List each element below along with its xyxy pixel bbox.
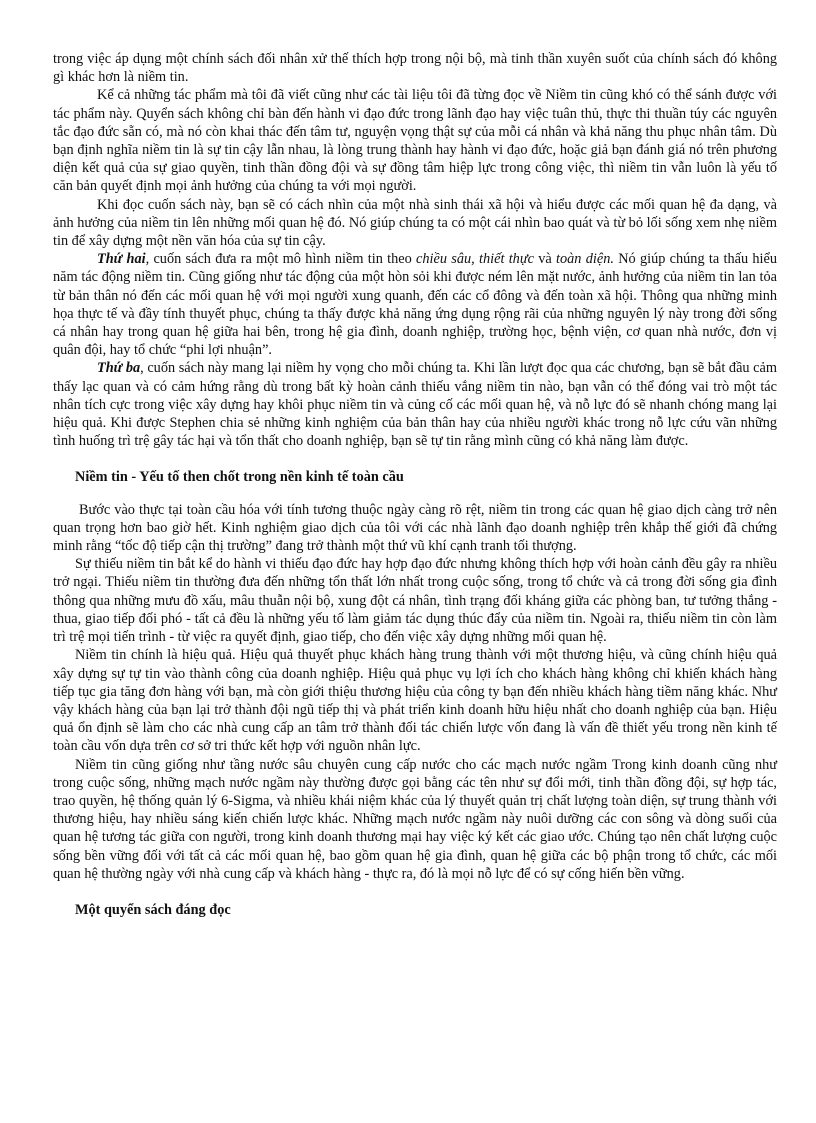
paragraph-trust-is-results: Niềm tin chính là hiệu quả. Hiệu quả thuyết phục khách hàng trung thành với một thương hiệu, và cũng chính hiệu quả xây dựng sự tự tin vào thành công của doanh nghiệp. Hiệu quả phục vụ lợi ích cho khách hàng không chỉ khiến khách hàng tiếp tục gia tăng đơn hàng với bạn, mà còn giới thiệu thương hiệu của công ty bạn đến nhiều khách hàng tiềm năng khác. Như vậy khách hàng của bạn lại trở thành đội ngũ tiếp thị và phát triển kinh doanh hữu hiệu nhất cho doanh nghiệp của bạn. Hiệu quả ổn định sẽ làm cho các nhà cung cấp an tâm trở thành đối tác chiến lược vốn đang là vấn đề thiết yếu trong nền kinh tế toàn cầu vốn dựa trên cơ sở tri thức kết hợp với nguồn nhân lực. [53, 647, 777, 755]
third-lead: Thứ ba [97, 360, 141, 377]
second-lead: Thứ hai [97, 251, 146, 268]
paragraph-aquifer: Niềm tin cũng giống như tầng nước sâu chuyên cung cấp nước cho các mạch nước ngầm Trong kinh doanh cũng như trong cuộc sống, những mạch nước ngầm này thường được gọi bằng các tên như sự đổi mới, tinh thần đồng đội, sự hợp tác, trao quyền, hệ thống quản lý 6-Sigma, và nhiều khái niệm khác của lý thuyết quản trị chất lượng toàn diện, sự trung thành với thương hiệu, hay nhiều sáng kiến chiến lược khác. Những mạch nước ngầm này nuôi dưỡng các con sông và dòng suối của quan hệ tương tác giữa con người, trong kinh doanh thương mại hay việc ký kết các giao ước. Chúng tạo nên chất lượng cuộc sống bền vững đối với tất cả các mối quan hệ, bao gồm quan hệ gia đình, quan hệ giữa các bộ phận trong tổ chức, các mối quan hệ thường ngày với nhà cung cấp và khách hàng - thực ra, đó là mọi nỗ lực để có sự cống hiến bền vững. [53, 756, 777, 882]
section-heading-global-economy: Niềm tin - Yếu tố then chốt trong nền kinh tế toàn cầu [75, 469, 404, 486]
paragraph-comparison: Kể cả những tác phẩm mà tôi đã viết cũng như các tài liệu tôi đã từng đọc về Niềm tin cũng khó có thể sánh được với tác phẩm này. Quyển sách không chỉ bàn đến hành vi đạo đức trong lãnh đạo hay việc tuân thủ, thực thi thuần túy các nguyên tắc đạo đức sẵn có, mà nó còn khai thác đến tâm tư, nguyện vọng thật sự của mỗi cá nhân và khả năng thu phục nhân tâm. Dù bạn định nghĩa niềm tin là sự tin cậy lẫn nhau, là lòng trung thành hay hành vi đạo đức, hoặc giả bạn đánh giá nó trên phương diện kết quả của sự giao quyền, tinh thần đồng đội và sự đồng tâm hiệp lực trong công việc, thì niềm tin vẫn luôn là yếu tố căn bản quyết định mọi ảnh hưởng của chúng ta với mọi người. [53, 87, 777, 195]
section-heading-worth-reading: Một quyển sách đáng đọc [75, 901, 231, 918]
paragraph-globalization: Bước vào thực tại toàn cầu hóa với tính tương thuộc ngày càng rõ rệt, niềm tin trong các quan hệ giao dịch càng trở nên quan trọng hơn bao giờ hết. Kinh nghiệm giao dịch của tôi với các nhà lãnh đạo doanh nghiệp trên khắp thế giới đã chứng minh rằng “tốc độ tiếp cận thị trường” đang trở thành một thứ vũ khí cạnh tranh tối thượng. [53, 501, 777, 555]
paragraph-intro-continuation: trong việc áp dụng một chính sách đối nhân xử thế thích hợp trong nội bộ, mà tinh thần xuyên suốt của chính sách đó không gì khác hơn là niềm tin. [53, 51, 777, 86]
paragraph-third-point: Thứ ba, cuốn sách này mang lại niềm hy vọng cho mỗi chúng ta. Khi lần lượt đọc qua các chương, bạn sẽ bắt đầu cảm thấy lạc quan và có cảm hứng rằng dù trong bất kỳ hoàn cảnh thiếu vắng niềm tin nào, bạn vẫn có thể đóng vai trò một tác nhân tích cực trong việc xây dựng hay khôi phục niềm tin và củng cố các mối quan hệ, và nỗ lực đó sẽ nhanh chóng mang lại hiệu quả. Khi được Stephen chia sẻ những kinh nghiệm của bản thân hay của nhiều người khác trong nỗ lực cứu vãn những tình huống trì trệ gây tác hại và tổn thất cho doanh nghiệp, bạn sẽ tự tin rằng mình cũng có khả năng làm được. [53, 360, 777, 450]
paragraph-social-ecology: Khi đọc cuốn sách này, bạn sẽ có cách nhìn của một nhà sinh thái xã hội và hiểu được các mối quan hệ đa dạng, và ảnh hưởng của niềm tin lên những mối quan hệ đó. Nó giúp chúng ta có một cái nhìn bao quát và từ bỏ lối sống xem nhẹ niềm tin để xây dựng một nền văn hóa của sự tin cậy. [53, 196, 777, 250]
paragraph-second-point: Thứ hai, cuốn sách đưa ra một mô hình niềm tin theo chiều sâu, thiết thực và toàn diện. Nó giúp chúng ta thấu hiểu năm tác động niềm tin. Cũng giống như tác động của một hòn sỏi khi được ném lên mặt nước, ảnh hưởng của niềm tin lan tỏa từ bản thân nó đến các mối quan hệ với mọi người xung quanh, đến các cổ đông và đến toàn xã hội. Thông qua những minh họa thực tế và đầy tính thuyết phục, chúng ta thấy được khả năng ứng dụng rộng rãi của những nguyên lý này trong đời sống cá nhân hay trong quan hệ giữa hai bên, trong hệ gia đình, doanh nghiệp, trường học, bệnh viện, cơ quan nhà nước, đơn vị quân đội, hay tổ chức “phi lợi nhuận”. [53, 251, 777, 359]
paragraph-lack-of-trust: Sự thiếu niềm tin bắt kể do hành vi thiếu đạo đức hay hợp đạo đức nhưng không thích hợp với hoàn cảnh đều gây ra nhiều trở ngại. Thiếu niềm tin thường đưa đến những tổn thất lớn nhất trong cuộc sống, trong tổ chức và cả trong đời sống gia đình thông qua những mưu đồ xấu, mâu thuẫn nội bộ, xung đột cá nhân, tình trạng đối kháng giữa các phòng ban, tư tưởng thắng - thua, giao tiếp đối phó - tất cả đều là những yếu tố làm giảm tác dụng thúc đẩy của niềm tin. Ngoài ra, thiếu niềm tin còn làm trì trệ mọi tiến trình - từ việc ra quyết định, giao tiếp, cho đến việc xây dựng những mối quan hệ. [53, 556, 777, 646]
document-page [53, 50, 777, 919]
